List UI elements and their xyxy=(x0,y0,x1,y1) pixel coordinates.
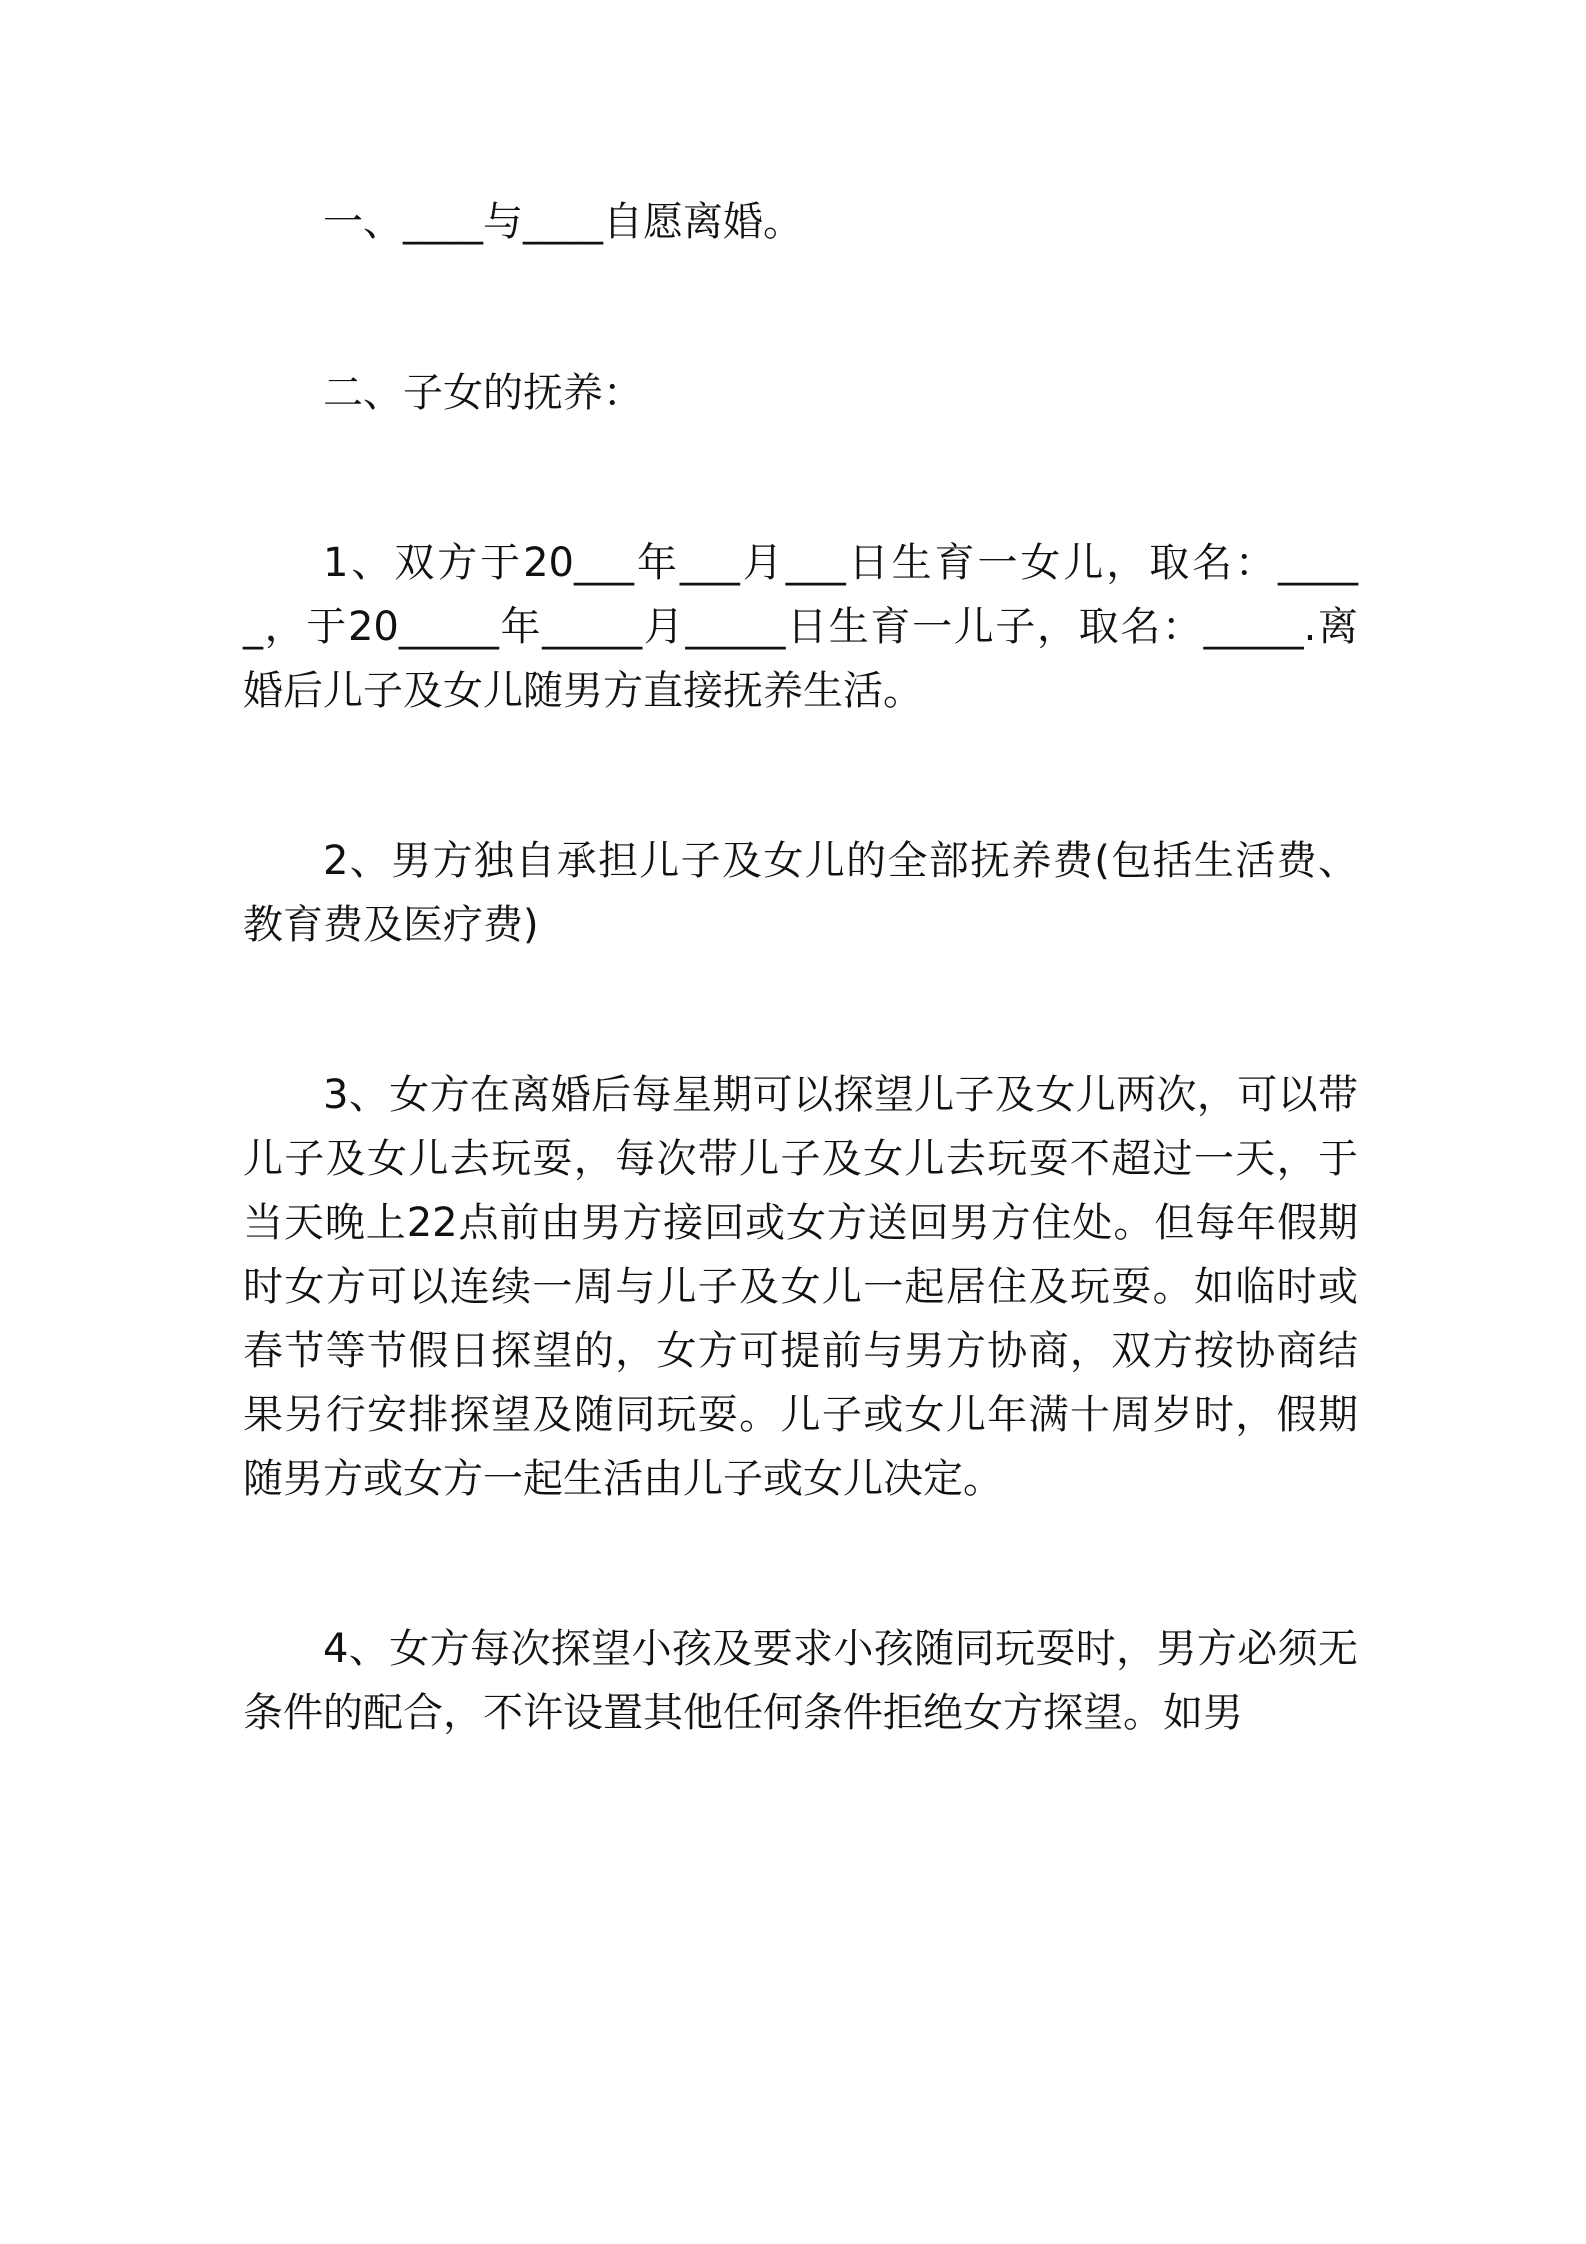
clause-2-paragraph: 2、男方独自承担儿子及女儿的全部抚养费(包括生活费、教育费及医疗费) xyxy=(243,838,1358,948)
section-heading-2: 二、子女的抚养： xyxy=(323,370,643,416)
section-heading-1: 一、____与____自愿离婚。 xyxy=(323,199,803,245)
clause-1-paragraph: 1、双方于20___年___月___日生育一女儿，取名：_____，于20_____年_____月_____日生育一儿子，取名：_____.离婚后儿子及女儿随男方直接抚养生活。 xyxy=(243,540,1358,714)
clause-4-paragraph: 4、女方每次探望小孩及要求小孩随同玩耍时，男方必须无条件的配合，不许设置其他任何条件拒绝女方探望。如男 xyxy=(243,1626,1358,1736)
document-body xyxy=(243,190,1358,1745)
clause-3-paragraph: 3、女方在离婚后每星期可以探望儿子及女儿两次，可以带儿子及女儿去玩耍，每次带儿子及女儿去玩耍不超过一天，于当天晚上22点前由男方接回或女方送回男方住处。但每年假期时女方可以连续一周与儿子及女儿一起居住及玩耍。如临时或春节等节假日探望的，女方可提前与男方协商，双方按协商结果另行安排探望及随同玩耍。儿子或女儿年满十周岁时，假期随男方或女方一起生活由儿子或女儿决定。 xyxy=(243,1072,1358,1502)
